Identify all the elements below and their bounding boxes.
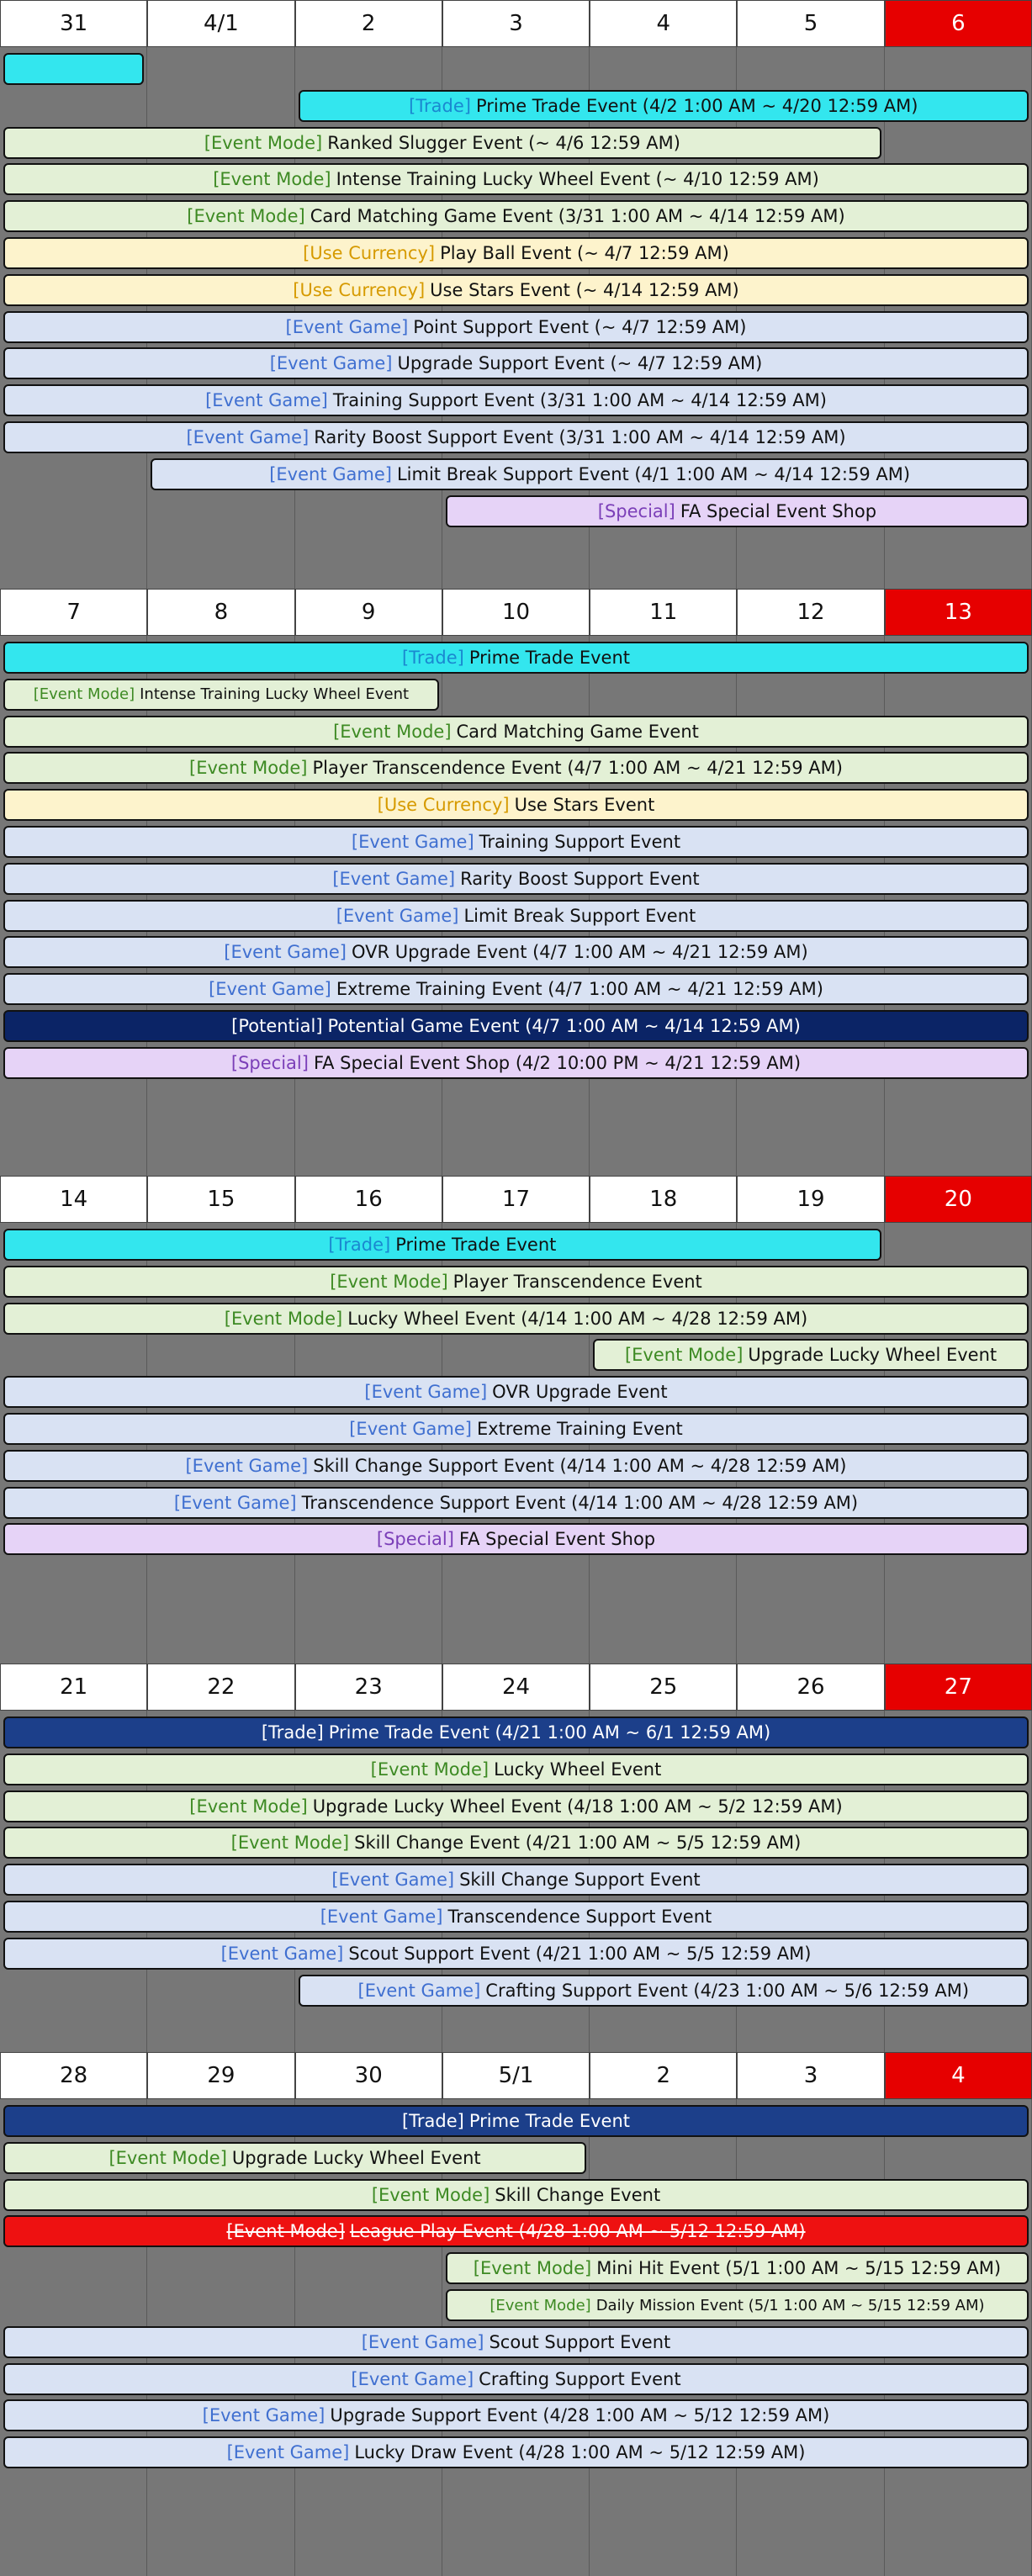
event-title: OVR Upgrade Event: [492, 1382, 668, 1403]
event-category-tag: [Event Mode]: [330, 1271, 448, 1292]
event-title: Lucky Wheel Event (4/14 1:00 AM ~ 4/28 12:59 AM): [347, 1308, 808, 1329]
day-header: 28: [0, 2052, 147, 2099]
day-header: 20: [885, 1176, 1032, 1223]
day-header: 29: [147, 2052, 294, 2099]
event-bar[interactable]: [3, 1716, 1029, 1748]
event-category-tag: [Event Mode]: [189, 1796, 308, 1817]
event-category-tag: [Event Mode]: [213, 169, 331, 190]
event-category-tag: [Event Game]: [336, 905, 459, 926]
event-category-tag: [Event Mode]: [370, 1759, 490, 1780]
event-bar[interactable]: [446, 2289, 1029, 2321]
event-category-tag: [Event Game]: [205, 390, 328, 411]
day-header: 22: [147, 1664, 294, 1711]
event-bar[interactable]: [3, 1523, 1029, 1555]
week-row: [0, 2052, 1032, 2576]
event-category-tag: [Event Game]: [185, 1455, 309, 1476]
event-category-tag: [Event Mode]: [226, 2221, 345, 2242]
event-title: Rarity Boost Support Event (3/31 1:00 AM ~ 4/14 12:59 AM): [314, 427, 846, 447]
event-bar[interactable]: [446, 495, 1029, 527]
day-header: 5/1: [442, 2052, 590, 2099]
event-title: Mini Hit Event (5/1 1:00 AM ~ 5/15 12:59 AM): [596, 2258, 1002, 2279]
event-category-tag: [Event Mode]: [230, 1833, 350, 1854]
event-bar[interactable]: [3, 1901, 1029, 1933]
event-bar[interactable]: [3, 2436, 1029, 2468]
event-category-tag: [Event Game]: [202, 2405, 325, 2426]
week-row: [0, 1664, 1032, 2052]
event-bar[interactable]: [3, 1376, 1029, 1408]
event-bar[interactable]: [3, 2399, 1029, 2431]
day-header: 24: [442, 1664, 590, 1711]
event-bar[interactable]: [3, 1413, 1029, 1445]
event-title: Skill Change Support Event: [459, 1870, 701, 1891]
event-title: Ranked Slugger Event (~ 4/6 12:59 AM): [327, 132, 680, 153]
event-title: Scout Support Event (4/21 1:00 AM ~ 5/5 12:59 AM): [348, 1943, 812, 1964]
event-bar[interactable]: [3, 200, 1029, 232]
event-category-tag: [Event Game]: [186, 427, 310, 447]
event-title: FA Special Event Shop: [680, 500, 877, 521]
event-title: Crafting Support Event (4/23 1:00 AM ~ 5/6 12:59 AM): [485, 1980, 970, 2001]
event-category-tag: [Event Mode]: [371, 2184, 490, 2205]
event-bar[interactable]: [3, 826, 1029, 858]
event-bar[interactable]: [3, 1303, 1029, 1335]
event-title: Skill Change Event (4/21 1:00 AM ~ 5/5 12:59 AM): [354, 1833, 802, 1854]
event-category-tag: [Event Game]: [320, 1907, 443, 1927]
event-title: Transcendence Support Event: [447, 1907, 712, 1927]
event-category-tag: [Event Game]: [220, 1943, 344, 1964]
day-header: 26: [737, 1664, 884, 1711]
event-bar[interactable]: [3, 347, 1029, 379]
event-bar[interactable]: [593, 1339, 1029, 1371]
event-bar[interactable]: [3, 1938, 1029, 1970]
day-header: 17: [442, 1176, 590, 1223]
day-header: 12: [737, 589, 884, 636]
day-header: 14: [0, 1176, 147, 1223]
event-category-tag: [Event Game]: [269, 463, 392, 484]
event-bar[interactable]: [151, 458, 1029, 490]
event-title: Intense Training Lucky Wheel Event (~ 4/10 12:59 AM): [336, 169, 819, 190]
day-header: 31: [0, 0, 147, 47]
event-category-tag: [Event Game]: [349, 1419, 472, 1439]
event-category-tag: [Use Currency]: [303, 243, 436, 263]
event-title: Training Support Event: [479, 832, 681, 852]
event-title: League Play Event (4/28 1:00 AM ~ 5/12 12:59 AM): [349, 2221, 806, 2242]
week-row: [0, 0, 1032, 589]
event-bar[interactable]: [3, 752, 1029, 784]
event-title: Point Support Event (~ 4/7 12:59 AM): [413, 316, 747, 337]
event-bar[interactable]: [3, 679, 439, 711]
day-header: 4/1: [147, 0, 294, 47]
event-title: Scout Support Event: [489, 2331, 671, 2352]
event-title: FA Special Event Shop: [458, 1529, 656, 1550]
event-category-tag: [Event Mode]: [189, 758, 308, 779]
event-category-tag: [Event Mode]: [224, 1308, 343, 1329]
event-category-tag: [Trade]: [401, 648, 464, 668]
event-title: Transcendence Support Event (4/14 1:00 AM ~ 4/28 12:59 AM): [301, 1492, 859, 1513]
day-header: 3: [737, 2052, 884, 2099]
event-category-tag: [Event Mode]: [333, 721, 452, 742]
event-title: Skill Change Event: [495, 2184, 661, 2205]
event-category-tag: [Trade]: [409, 95, 471, 116]
event-bar[interactable]: [3, 936, 1029, 968]
event-bar[interactable]: [3, 2215, 1029, 2247]
event-bar[interactable]: [3, 163, 1029, 195]
day-header: 21: [0, 1664, 147, 1711]
event-title: Upgrade Lucky Wheel Event: [231, 2147, 481, 2168]
event-category-tag: [Potential]: [231, 1016, 323, 1036]
day-header: 6: [885, 0, 1032, 47]
event-category-tag: [Event Mode]: [108, 2147, 227, 2168]
day-header: 16: [295, 1176, 442, 1223]
event-bar[interactable]: [3, 1229, 881, 1261]
event-category-tag: [Event Game]: [209, 979, 331, 1000]
event-bar[interactable]: [3, 1266, 1029, 1298]
event-title: Upgrade Lucky Wheel Event: [748, 1345, 998, 1366]
event-title: Skill Change Support Event (4/14 1:00 AM ~ 4/28 12:59 AM): [313, 1455, 847, 1476]
event-title: Player Transcendence Event (4/7 1:00 AM ~ 4/21 12:59 AM): [312, 758, 843, 779]
event-bar[interactable]: [3, 2326, 1029, 2358]
event-category-tag: [Special]: [376, 1529, 454, 1550]
event-title: Crafting Support Event: [479, 2368, 681, 2389]
event-title: Limit Break Support Event (4/1 1:00 AM ~ 4/14 12:59 AM): [396, 463, 911, 484]
event-title: Extreme Training Event: [476, 1419, 683, 1439]
event-bar[interactable]: [3, 2179, 1029, 2211]
event-title: Upgrade Support Event (4/28 1:00 AM ~ 5/12 12:59 AM): [330, 2405, 830, 2426]
event-title: Potential Game Event (4/7 1:00 AM ~ 4/14 12:59 AM): [327, 1016, 801, 1036]
event-title: Prime Trade Event (4/2 1:00 AM ~ 4/20 12:59 AM): [475, 95, 918, 116]
event-bar[interactable]: [299, 1975, 1029, 2007]
event-category-tag: [Event Mode]: [187, 206, 305, 227]
event-bar[interactable]: [3, 274, 1029, 306]
day-header: 25: [590, 1664, 737, 1711]
event-category-tag: [Event Game]: [331, 1870, 455, 1891]
day-header: 18: [590, 1176, 737, 1223]
event-category-tag: [Event Game]: [357, 1980, 481, 2001]
week-row: [0, 589, 1032, 1176]
day-header: 4: [885, 2052, 1032, 2099]
event-bar[interactable]: [3, 716, 1029, 748]
event-category-tag: [Special]: [597, 500, 675, 521]
event-bar[interactable]: [3, 1047, 1029, 1079]
event-bar[interactable]: [3, 973, 1029, 1005]
event-category-tag: [Event Mode]: [624, 1345, 744, 1366]
event-bar[interactable]: [3, 421, 1029, 453]
event-title: Daily Mission Event (5/1 1:00 AM ~ 5/15 12:59 AM): [595, 2296, 985, 2314]
event-bar[interactable]: [3, 1487, 1029, 1519]
event-category-tag: [Event Game]: [224, 942, 347, 963]
day-header: 19: [737, 1176, 884, 1223]
day-header: 2: [295, 0, 442, 47]
event-bar[interactable]: [446, 2252, 1029, 2284]
event-category-tag: [Event Game]: [351, 832, 474, 852]
day-header: 5: [737, 0, 884, 47]
event-bar[interactable]: [3, 1450, 1029, 1482]
event-bar[interactable]: [3, 1791, 1029, 1822]
event-bar[interactable]: [3, 1864, 1029, 1896]
event-title: FA Special Event Shop (4/2 10:00 PM ~ 4/21 12:59 AM): [313, 1052, 802, 1073]
event-title: Use Stars Event (~ 4/14 12:59 AM): [430, 279, 739, 300]
event-category-tag: [Event Game]: [173, 1492, 297, 1513]
event-title: Intense Training Lucky Wheel Event: [140, 685, 410, 704]
event-bar[interactable]: [3, 2363, 1029, 2395]
event-title: Player Transcendence Event: [452, 1271, 702, 1292]
event-bar[interactable]: [3, 1010, 1029, 1042]
event-title: Card Matching Game Event: [456, 721, 699, 742]
day-header: 11: [590, 589, 737, 636]
event-category-tag: [Use Currency]: [293, 279, 426, 300]
event-title: OVR Upgrade Event (4/7 1:00 AM ~ 4/21 12:59 AM): [352, 942, 808, 963]
event-bar[interactable]: [3, 237, 1029, 269]
event-title: Extreme Training Event (4/7 1:00 AM ~ 4/21 12:59 AM): [336, 979, 823, 1000]
event-bar[interactable]: [3, 900, 1029, 932]
event-bar[interactable]: [3, 1753, 1029, 1785]
event-bar[interactable]: [3, 384, 1029, 416]
day-header: 3: [442, 0, 590, 47]
day-header: 4: [590, 0, 737, 47]
event-bar[interactable]: [3, 863, 1029, 895]
event-category-tag: [Event Mode]: [33, 685, 135, 704]
event-title: Use Stars Event: [514, 795, 655, 816]
event-title: Prime Trade Event: [468, 648, 631, 668]
event-title: Prime Trade Event (4/21 1:00 AM ~ 6/1 12:59 AM): [328, 1722, 771, 1743]
event-title: Training Support Event (3/31 1:00 AM ~ 4/14 12:59 AM): [332, 390, 827, 411]
event-category-tag: [Event Game]: [285, 316, 409, 337]
event-category-tag: [Event Game]: [351, 2368, 474, 2389]
day-header: 2: [590, 2052, 737, 2099]
event-bar[interactable]: [3, 2142, 586, 2174]
event-title: Upgrade Lucky Wheel Event (4/18 1:00 AM ~ 5/2 12:59 AM): [312, 1796, 843, 1817]
event-bar[interactable]: [3, 789, 1029, 821]
event-bar[interactable]: [3, 53, 144, 85]
event-category-tag: [Event Game]: [364, 1382, 488, 1403]
week-row: [0, 1176, 1032, 1664]
day-header: 8: [147, 589, 294, 636]
event-title: Lucky Draw Event (4/28 1:00 AM ~ 5/12 12:59 AM): [354, 2442, 806, 2463]
day-header: 10: [442, 589, 590, 636]
event-category-tag: [Event Game]: [226, 2442, 350, 2463]
event-category-tag: [Trade]: [401, 2111, 464, 2131]
event-title: Card Matching Game Event (3/31 1:00 AM ~ 4/14 12:59 AM): [310, 206, 845, 227]
event-title: Prime Trade Event: [468, 2111, 631, 2131]
event-category-tag: [Event Game]: [332, 868, 456, 889]
event-category-tag: [Event Mode]: [473, 2258, 592, 2279]
event-title: Upgrade Support Event (~ 4/7 12:59 AM): [397, 353, 763, 374]
event-bar[interactable]: [3, 1827, 1029, 1859]
event-title: Prime Trade Event: [395, 1235, 557, 1255]
event-bar[interactable]: [3, 642, 1029, 674]
event-category-tag: [Event Mode]: [204, 132, 323, 153]
event-bar[interactable]: [299, 90, 1029, 122]
event-category-tag: [Event Game]: [361, 2331, 484, 2352]
event-category-tag: [Event Game]: [269, 353, 393, 374]
event-category-tag: [Special]: [230, 1052, 309, 1073]
event-title: Rarity Boost Support Event: [460, 868, 700, 889]
event-title: Limit Break Support Event: [463, 905, 696, 926]
event-bar[interactable]: [3, 311, 1029, 343]
event-category-tag: [Trade]: [261, 1722, 324, 1743]
day-header: 9: [295, 589, 442, 636]
day-header: 23: [295, 1664, 442, 1711]
day-header: 27: [885, 1664, 1032, 1711]
event-bar[interactable]: [3, 2105, 1029, 2137]
event-category-tag: [Trade]: [328, 1235, 391, 1255]
event-category-tag: [Event Mode]: [490, 2296, 591, 2314]
event-title: Lucky Wheel Event: [494, 1759, 662, 1780]
day-header: 7: [0, 589, 147, 636]
event-category-tag: [Use Currency]: [377, 795, 510, 816]
day-header: 15: [147, 1176, 294, 1223]
day-header: 30: [295, 2052, 442, 2099]
event-bar[interactable]: [3, 127, 881, 159]
day-header: 13: [885, 589, 1032, 636]
event-title: Play Ball Event (~ 4/7 12:59 AM): [440, 243, 729, 263]
